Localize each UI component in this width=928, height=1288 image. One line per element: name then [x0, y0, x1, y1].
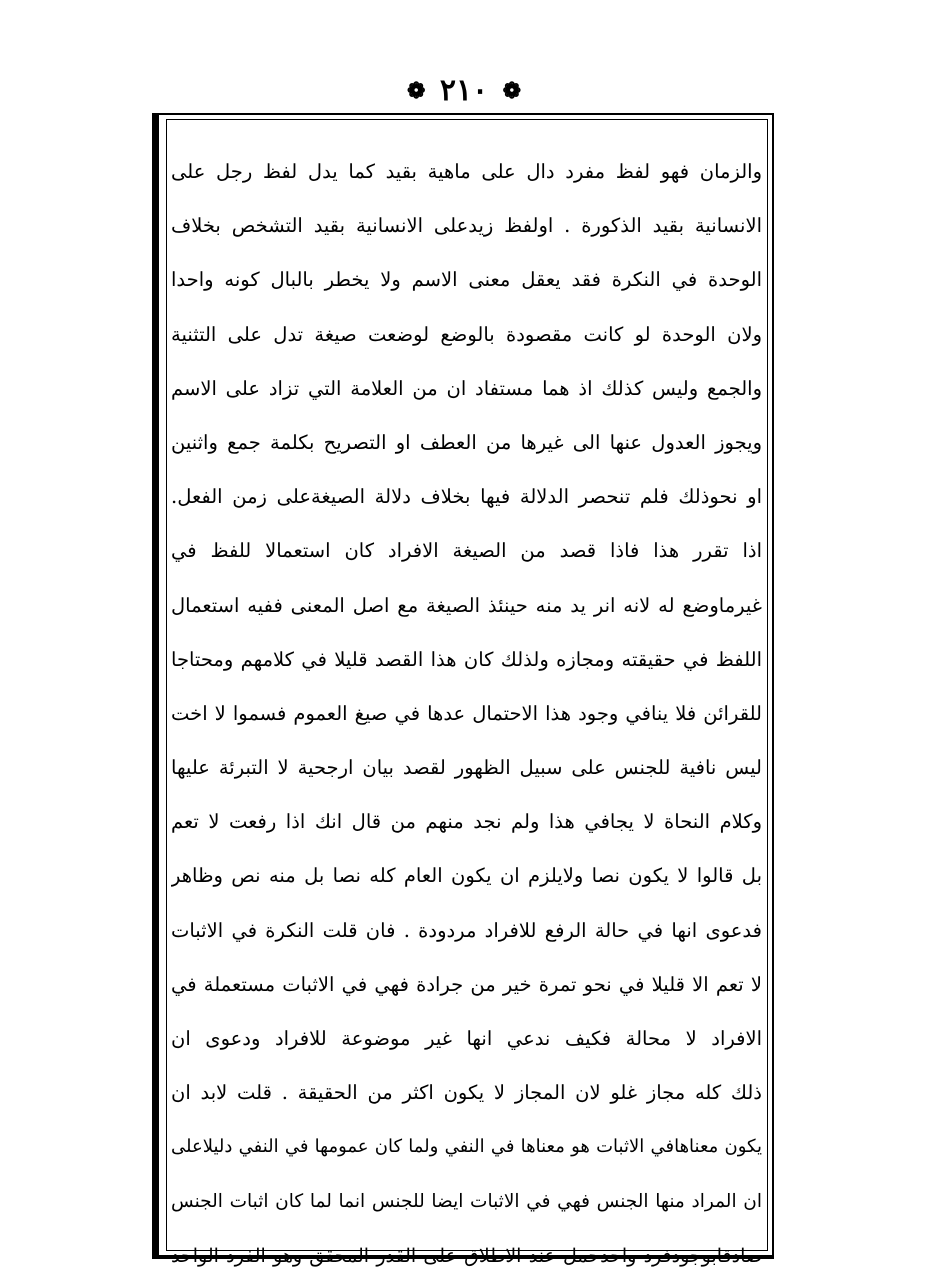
ornament-left-icon: ❁ [502, 78, 522, 104]
page-number-text: ٢١٠ [439, 73, 489, 108]
text-line: الانسانية بقيد الذكورة . اولفظ زيدعلى الانسانية بقيد التشخص بخلاف [171, 214, 762, 238]
text-line: ولان الوحدة لو كانت مقصودة بالوضع لوضعت صيغة تدل على التثنية [171, 322, 762, 346]
text-line: والجمع وليس كذلك اذ هما مستفاد ان من العلامة التي تزاد على الاسم [171, 376, 762, 400]
text-line: بل قالوا لا يكون نصا ولايلزم ان يكون العام كله نصا بل منه نص وظاهر [171, 864, 762, 888]
text-line: والزمان فهو لفظ مفرد دال على ماهية بقيد كما يدل لفظ رجل على [171, 160, 762, 183]
text-line: ان المراد منها الجنس فهي في الاثبات ايضا للجنس انما لما كان اثبات الجنس [171, 1190, 762, 1212]
text-body [171, 145, 762, 1283]
text-line: وكلام النحاة لا يجافي هذا ولم نجد منهم من قال انك اذا رفعت لا تعم [171, 810, 762, 834]
text-line: الافراد لا محالة فكيف ندعي انها غير موضوعة للافراد ودعوى ان [171, 1027, 762, 1050]
text-line: ذلك كله مجاز غلو لان المجاز لا يكون اكثر من الحقيقة . قلت لابد ان [171, 1081, 762, 1105]
text-line: اللفظ في حقيقته ومجازه ولذلك كان هذا القصد قليلا في كلامهم ومحتاجا [171, 647, 762, 671]
text-line: اذا تقرر هذا فاذا قصد من الصيغة الافراد كان استعمالا للفظ في [171, 539, 762, 563]
text-line: ليس نافية للجنس على سبيل الظهور لقصد بيان ارجحية لا التبرئة عليها [171, 756, 762, 780]
ornament-right-icon: ❁ [406, 78, 426, 104]
text-line: غيرماوضع له لانه انر يد منه حينئذ الصيغة مع اصل المعنى ففيه استعمال [171, 593, 762, 617]
text-line: للقرائن فلا ينافي وجود هذا الاحتمال عدها في صيغ العموم فسموا لا اخت [171, 701, 762, 725]
page-frame [152, 113, 774, 1267]
text-line: ويجوز العدول عنها الى غيرها من العطف او التصريح بكلمة جمع واثنين [171, 430, 762, 454]
page-number [0, 72, 928, 109]
text-line: فدعوى انها في حالة الرفع للافراد مردودة . فان قلت النكرة في الاثبات [171, 918, 762, 942]
text-line: او نحوذلك فلم تنحصر الدلالة فيها بخلاف دلالة الصيغةعلى زمن الفعل. [171, 485, 762, 509]
text-line: لا تعم الا قليلا في نحو تمرة خير من جرادة فهي في الاثبات مستعملة في [171, 972, 762, 996]
text-line: يكون معناهافي الاثبات هو معناها في النفي ولما كان عمومها في النفي دليلاعلى [171, 1136, 762, 1158]
text-line: الوحدة في النكرة فقد يعقل معنى الاسم ولا يخطر بالبال كونه واحدا [171, 268, 762, 292]
text-line: صادقابوجودفرد واحدحمل عند الاطلاق على القدر المحقق وهو الفرد الواحد [171, 1244, 762, 1267]
